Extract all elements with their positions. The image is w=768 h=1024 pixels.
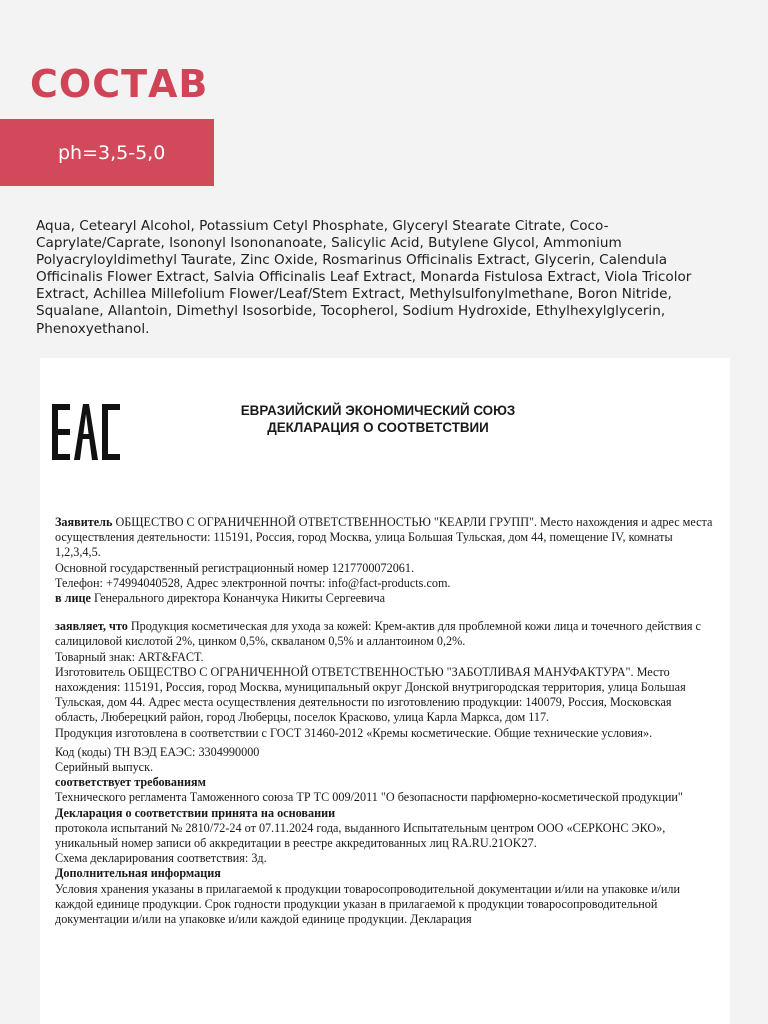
manufacturer-paragraph: Изготовитель ОБЩЕСТВО С ОГРАНИЧЕННОЙ ОТВЕТСТВЕННОСТЬЮ "ЗАБОТЛИВАЯ МАНУФАКТУРА". Место нахождения: 115191, Россия, город Москва, муниципальный округ Донской внутригородская территория, улица Большая Тульская, дом 44. Адрес места осуществления деятельности по изготовлению продукции: 140079, Россия, Московская область, Люберецкий район, город Люберцы, поселок Красково, улица Карла Маркса, дом 117. [55,664,686,725]
applicant-paragraph [55,515,715,561]
declaration-header [158,402,598,436]
extra-label-text: Дополнительная информация [55,866,221,881]
extra-label [55,866,715,881]
person-text: Генерального директора Конанчука Никиты Сергеевича [93,591,385,606]
declaration-body [55,515,715,927]
basis-label-text: Декларация о соответствии принята на основании [55,805,336,820]
extra-text: Условия хранения указаны в прилагаемой к продукции товаросопроводительной документации и/или на упаковке и/или каждой единице продукции. Срок годности продукции указан в прилагаемой к продукции товаросопроводительной документации и/или на упаковке и/или каждой единице продукции. Декларация [55,881,681,927]
eac-logo-icon [50,402,122,462]
complies-label [55,775,715,790]
person-paragraph [55,591,715,606]
conformity-declaration-image [40,358,730,1024]
declares-paragraph [55,619,715,649]
declares-text: Продукция косметическая для ухода за кожей: Крем-актив для проблемной кожи лица и точечного действия с салициловой кислотой 2%, цинком 0,5%, скваланом 0,5% и аллантоином 0,2%. [55,619,701,649]
trademark-line: Товарный знак: ART&FACT. [55,649,204,664]
person-label: в лице [55,591,91,606]
contacts-line: Телефон: +74994040528, Адрес электронной почты: info@fact-products.com. [55,575,451,590]
applicant-label: Заявитель [55,515,113,529]
complies-label-text: соответствует требованиям [55,775,206,790]
ph-value: ph=3,5-5,0 [58,141,166,164]
declares-label: заявляет, что [55,619,128,634]
ingredients-list: Aqua, Cetearyl Alcohol, Potassium Cetyl Phosphate, Glyceryl Stearate Citrate, Coco-Caprylate/Caprate, Isononyl Isononanoate, Salicylic Acid, Butylene Glycol, Ammonium Polyacryloyldimethyl Taurate, Zinc Oxide, Rosmarinus Officinalis Extract, Glycerin, Calendula Officinalis Flower Extract, Salvia Officinalis Leaf Extract, Monarda Fistulosa Extract, Viola Tricolor Extract, Achillea Millefolium Flower/Leaf/Stem Extract, Methylsulfonylmethane, Boron Nitride, Squalane, Allantoin, Dimethyl Isosorbide, Tocopherol, Sodium Hydroxide, Ethylhexylglycerin, Phenoxyethanol. [36,218,692,337]
header-declaration: ДЕКЛАРАЦИЯ О СООТВЕТСТВИИ [267,420,489,435]
basis-label [55,806,715,821]
page-title: СОСТАВ [30,62,209,106]
complies-text: Технического регламента Таможенного союза ТР ТС 009/2011 "О безопасности парфюмерно-косметической продукции" [55,790,683,805]
gost-line: Продукция изготовлена в соответствии с ГОСТ 31460-2012 «Кремы косметические. Общие технические условия». [55,725,653,740]
tnved-line: Код (коды) ТН ВЭД ЕАЭС: 3304990000 [55,744,260,759]
ph-banner [0,119,214,186]
ogrn-line: Основной государственный регистрационный номер 1217700072061. [55,560,415,575]
applicant-text: ОБЩЕСТВО С ОГРАНИЧЕННОЙ ОТВЕТСТВЕННОСТЬЮ "КЕАРЛИ ГРУПП". Место нахождения и адрес места осуществления деятельности: 115191, Россия, город Москва, улица Большая Тульская, дом 44, помещение IV, комнаты 1,2,3,4,5. [55,515,713,560]
header-union: ЕВРАЗИЙСКИЙ ЭКОНОМИЧЕСКИЙ СОЮЗ [240,403,516,418]
basis-text: протокола испытаний № 2810/72-24 от 07.11.2024 года, выданного Испытательным центром ООО «СЕРКОНС ЭКО», уникальный номер записи об аккредитации в реестре аккредитованных лиц RA.RU.21OK27. [55,820,666,851]
serial-line: Серийный выпуск. [55,760,154,775]
scheme-line: Схема декларирования соответствия: 3д. [55,851,267,866]
